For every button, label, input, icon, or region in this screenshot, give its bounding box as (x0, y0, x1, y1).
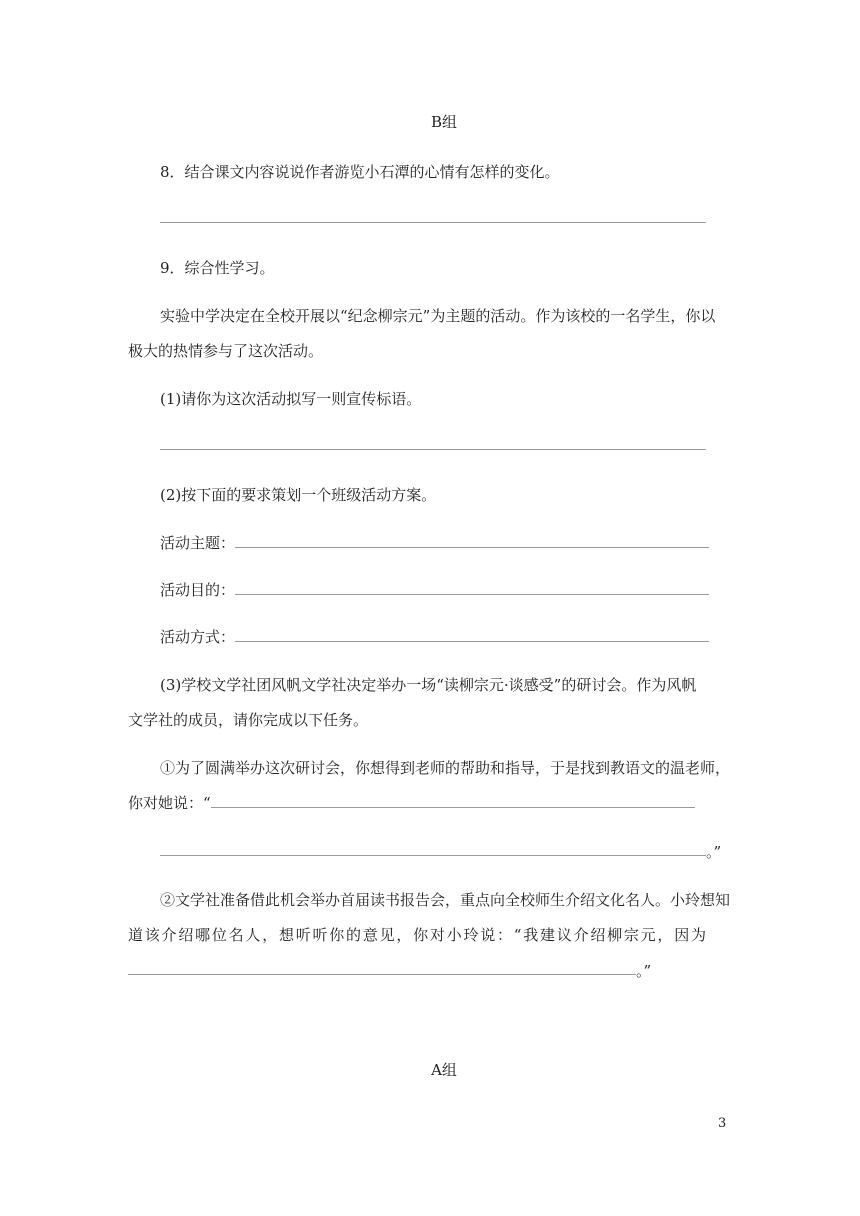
task-1-prefix: 你对她说：“ (128, 794, 211, 812)
answer-line-slogan[interactable] (160, 449, 706, 450)
task-1-end: 。” (706, 843, 722, 861)
activity-theme-field (160, 533, 709, 553)
answer-line-q8[interactable] (160, 222, 706, 223)
task-2-answer-input[interactable] (128, 974, 636, 975)
task-2-line2: 道该介绍哪位名人，想听听你的意见，你对小玲说：“我建议介绍柳宗元，因为 (128, 926, 706, 944)
activity-purpose-field (160, 580, 709, 600)
section-a-title: A组 (431, 1061, 457, 1079)
question-9-part1: (1)请你为这次活动拟写一则宣传标语。 (160, 390, 422, 408)
task-1-answer-line2[interactable] (160, 855, 706, 856)
activity-method-field (160, 627, 709, 647)
task-1-line1: ①为了圆满举办这次研讨会，你想得到老师的帮助和指导，于是找到教语文的温老师， (160, 759, 731, 777)
task-2-line1: ②文学社准备借此机会举办首届读书报告会，重点向全校师生介绍文化名人。小玲想知 (160, 891, 731, 909)
task-1-answer-input[interactable] (211, 793, 695, 808)
question-9-title: 9．综合性学习。 (160, 259, 275, 277)
activity-theme-input[interactable] (235, 533, 709, 548)
task-1-line2 (128, 793, 695, 813)
activity-theme-label: 活动主题： (160, 534, 236, 552)
question-9-intro-line2: 极大的热情参与了这次活动。 (128, 342, 324, 360)
question-9-part2: (2)按下面的要求策划一个班级活动方案。 (160, 486, 437, 504)
activity-method-input[interactable] (235, 627, 709, 642)
section-b-title: B组 (430, 113, 458, 131)
activity-method-label: 活动方式： (160, 628, 236, 646)
question-9-intro-line1: 实验中学决定在全校开展以“纪念柳宗元”为主题的活动。作为该校的一名学生，你以 (160, 307, 716, 325)
question-9-part3-line2: 文学社的成员，请你完成以下任务。 (128, 711, 369, 729)
activity-purpose-label: 活动目的： (160, 581, 236, 599)
page-number: 3 (718, 1116, 727, 1131)
task-2-end: 。” (636, 962, 652, 980)
activity-purpose-input[interactable] (235, 580, 709, 595)
question-9-part3-line1: (3)学校文学社团风帆文学社决定举办一场“读柳宗元·谈感受”的研讨会。作为风帆 (160, 676, 697, 694)
question-8: 8．结合课文内容说说作者游览小石潭的心情有怎样的变化。 (160, 163, 560, 181)
